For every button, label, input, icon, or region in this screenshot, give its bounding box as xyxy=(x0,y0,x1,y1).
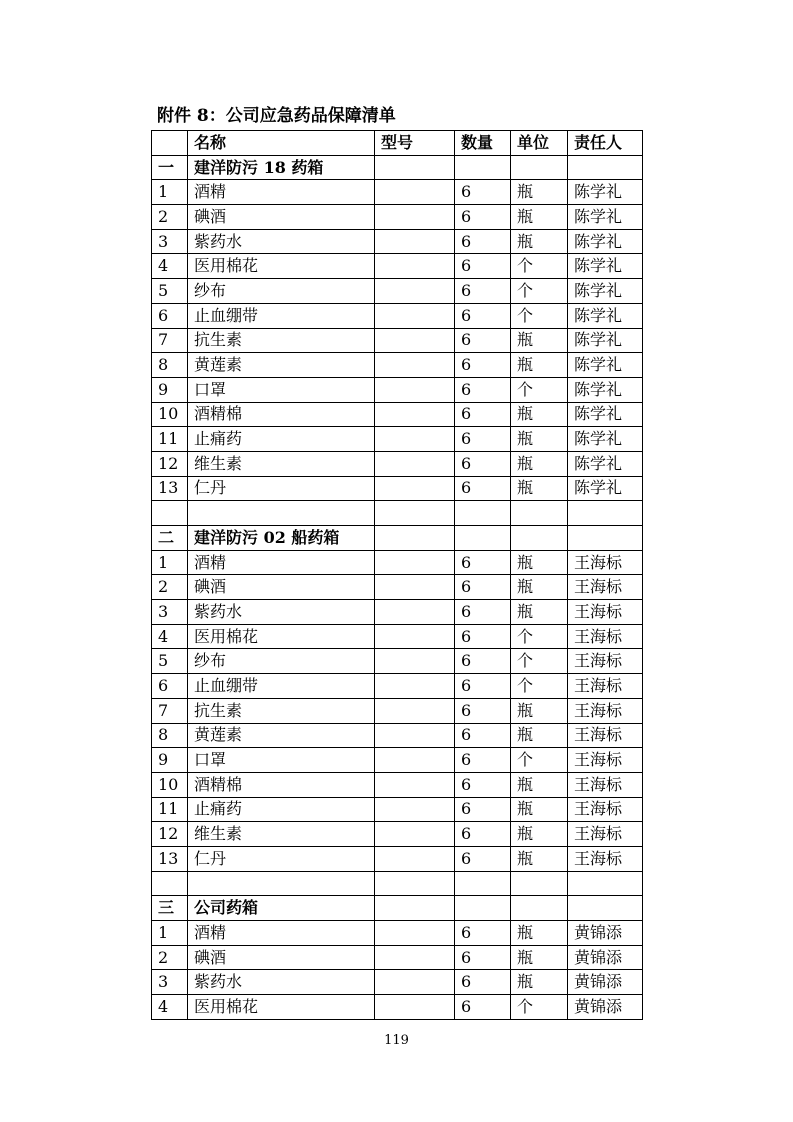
cell-model xyxy=(375,995,455,1020)
cell-owner: 陈学礼 xyxy=(568,427,643,452)
cell-quantity: 6 xyxy=(455,995,511,1020)
cell-owner xyxy=(568,155,643,180)
cell-owner: 王海标 xyxy=(568,797,643,822)
cell-quantity: 6 xyxy=(455,674,511,699)
cell-model xyxy=(375,377,455,402)
cell-name: 医用棉花 xyxy=(188,254,375,279)
cell-model xyxy=(375,698,455,723)
cell-index: 一 xyxy=(152,155,188,180)
table-row xyxy=(152,377,643,402)
cell-unit: 瓶 xyxy=(511,427,568,452)
table-row xyxy=(152,624,643,649)
cell-name: 公司药箱 xyxy=(188,896,375,921)
cell-quantity: 6 xyxy=(455,254,511,279)
cell-quantity: 6 xyxy=(455,353,511,378)
cell-owner xyxy=(568,501,643,526)
cell-model xyxy=(375,279,455,304)
cell-name xyxy=(188,871,375,896)
cell-unit: 瓶 xyxy=(511,328,568,353)
table-row xyxy=(152,575,643,600)
cell-index: 8 xyxy=(152,353,188,378)
cell-name: 止痛药 xyxy=(188,427,375,452)
document-title: 附件 8：公司应急药品保障清单 xyxy=(157,106,396,126)
cell-name: 黄莲素 xyxy=(188,353,375,378)
cell-model xyxy=(375,254,455,279)
cell-index: 7 xyxy=(152,328,188,353)
cell-model xyxy=(375,600,455,625)
cell-quantity: 6 xyxy=(455,328,511,353)
cell-quantity: 6 xyxy=(455,698,511,723)
cell-index: 2 xyxy=(152,945,188,970)
cell-owner: 陈学礼 xyxy=(568,402,643,427)
cell-unit: 瓶 xyxy=(511,772,568,797)
cell-quantity xyxy=(455,526,511,551)
cell-index: 12 xyxy=(152,451,188,476)
cell-name: 建洋防污 18 药箱 xyxy=(188,155,375,180)
cell-index: 1 xyxy=(152,180,188,205)
cell-model xyxy=(375,846,455,871)
cell-index: 5 xyxy=(152,279,188,304)
cell-name: 碘酒 xyxy=(188,945,375,970)
cell-name xyxy=(188,501,375,526)
cell-name: 口罩 xyxy=(188,748,375,773)
cell-index: 1 xyxy=(152,921,188,946)
cell-name: 建洋防污 02 船药箱 xyxy=(188,526,375,551)
cell-owner: 王海标 xyxy=(568,748,643,773)
cell-index: 4 xyxy=(152,624,188,649)
cell-name: 酒精 xyxy=(188,550,375,575)
cell-unit xyxy=(511,896,568,921)
cell-model xyxy=(375,451,455,476)
cell-name: 止血绷带 xyxy=(188,303,375,328)
cell-unit: 瓶 xyxy=(511,723,568,748)
cell-quantity: 6 xyxy=(455,279,511,304)
table-row xyxy=(152,303,643,328)
cell-model xyxy=(375,402,455,427)
header-cell-owner: 责任人 xyxy=(568,131,643,156)
cell-model xyxy=(375,970,455,995)
cell-quantity: 6 xyxy=(455,772,511,797)
cell-unit: 瓶 xyxy=(511,600,568,625)
cell-owner: 陈学礼 xyxy=(568,303,643,328)
cell-owner: 陈学礼 xyxy=(568,254,643,279)
cell-quantity: 6 xyxy=(455,402,511,427)
cell-unit: 瓶 xyxy=(511,575,568,600)
cell-unit: 瓶 xyxy=(511,945,568,970)
table-row xyxy=(152,772,643,797)
cell-unit xyxy=(511,155,568,180)
cell-quantity: 6 xyxy=(455,550,511,575)
cell-unit: 瓶 xyxy=(511,921,568,946)
cell-name: 仁丹 xyxy=(188,846,375,871)
cell-quantity: 6 xyxy=(455,921,511,946)
cell-owner xyxy=(568,896,643,921)
cell-quantity xyxy=(455,896,511,921)
cell-model xyxy=(375,748,455,773)
cell-model xyxy=(375,649,455,674)
cell-name: 紫药水 xyxy=(188,970,375,995)
table-row xyxy=(152,723,643,748)
table-row xyxy=(152,476,643,501)
cell-name: 抗生素 xyxy=(188,328,375,353)
cell-index: 8 xyxy=(152,723,188,748)
cell-quantity xyxy=(455,501,511,526)
cell-index: 二 xyxy=(152,526,188,551)
cell-name: 抗生素 xyxy=(188,698,375,723)
cell-owner: 陈学礼 xyxy=(568,328,643,353)
cell-index: 6 xyxy=(152,674,188,699)
cell-quantity: 6 xyxy=(455,649,511,674)
cell-unit: 瓶 xyxy=(511,797,568,822)
cell-unit: 瓶 xyxy=(511,846,568,871)
table-row xyxy=(152,229,643,254)
cell-quantity: 6 xyxy=(455,377,511,402)
cell-quantity: 6 xyxy=(455,575,511,600)
cell-model xyxy=(375,945,455,970)
medicine-list-table xyxy=(151,130,643,1020)
table-row xyxy=(152,254,643,279)
cell-name: 纱布 xyxy=(188,279,375,304)
cell-quantity: 6 xyxy=(455,723,511,748)
cell-name: 酒精棉 xyxy=(188,772,375,797)
cell-unit xyxy=(511,871,568,896)
cell-quantity xyxy=(455,871,511,896)
cell-owner xyxy=(568,871,643,896)
cell-index: 7 xyxy=(152,698,188,723)
cell-name: 纱布 xyxy=(188,649,375,674)
section-row xyxy=(152,155,643,180)
cell-name: 止血绷带 xyxy=(188,674,375,699)
cell-quantity: 6 xyxy=(455,624,511,649)
cell-owner: 王海标 xyxy=(568,550,643,575)
cell-owner: 陈学礼 xyxy=(568,451,643,476)
table-row xyxy=(152,279,643,304)
cell-model xyxy=(375,797,455,822)
table-row xyxy=(152,402,643,427)
cell-owner: 陈学礼 xyxy=(568,229,643,254)
cell-name: 酒精 xyxy=(188,921,375,946)
cell-model xyxy=(375,205,455,230)
cell-owner: 陈学礼 xyxy=(568,279,643,304)
cell-index: 4 xyxy=(152,254,188,279)
section-row xyxy=(152,896,643,921)
cell-unit: 个 xyxy=(511,254,568,279)
header-cell-index xyxy=(152,131,188,156)
table-row xyxy=(152,328,643,353)
cell-index xyxy=(152,871,188,896)
table-row xyxy=(152,846,643,871)
cell-quantity: 6 xyxy=(455,180,511,205)
cell-name: 紫药水 xyxy=(188,600,375,625)
cell-quantity: 6 xyxy=(455,451,511,476)
cell-model xyxy=(375,550,455,575)
page-number: 119 xyxy=(384,1033,409,1048)
cell-index: 13 xyxy=(152,476,188,501)
cell-name: 碘酒 xyxy=(188,575,375,600)
cell-owner: 王海标 xyxy=(568,600,643,625)
cell-index: 1 xyxy=(152,550,188,575)
cell-model xyxy=(375,303,455,328)
cell-model xyxy=(375,896,455,921)
table-row xyxy=(152,995,643,1020)
table-row xyxy=(152,205,643,230)
cell-index: 13 xyxy=(152,846,188,871)
cell-index: 三 xyxy=(152,896,188,921)
cell-owner: 陈学礼 xyxy=(568,377,643,402)
cell-owner: 王海标 xyxy=(568,649,643,674)
cell-owner xyxy=(568,526,643,551)
cell-name: 维生素 xyxy=(188,451,375,476)
cell-model xyxy=(375,575,455,600)
cell-owner: 陈学礼 xyxy=(568,205,643,230)
cell-model xyxy=(375,921,455,946)
cell-model xyxy=(375,353,455,378)
cell-unit: 瓶 xyxy=(511,550,568,575)
cell-model xyxy=(375,822,455,847)
cell-owner: 陈学礼 xyxy=(568,353,643,378)
cell-name: 口罩 xyxy=(188,377,375,402)
blank-row xyxy=(152,871,643,896)
cell-index: 11 xyxy=(152,427,188,452)
cell-index xyxy=(152,501,188,526)
cell-quantity: 6 xyxy=(455,229,511,254)
cell-unit: 个 xyxy=(511,303,568,328)
cell-name: 黄莲素 xyxy=(188,723,375,748)
cell-owner: 王海标 xyxy=(568,698,643,723)
cell-quantity: 6 xyxy=(455,427,511,452)
cell-owner: 黄锦添 xyxy=(568,970,643,995)
table-row xyxy=(152,822,643,847)
cell-index: 11 xyxy=(152,797,188,822)
blank-row xyxy=(152,501,643,526)
cell-owner: 王海标 xyxy=(568,674,643,699)
cell-index: 5 xyxy=(152,649,188,674)
cell-index: 10 xyxy=(152,402,188,427)
cell-index: 3 xyxy=(152,229,188,254)
cell-index: 2 xyxy=(152,575,188,600)
cell-name: 碘酒 xyxy=(188,205,375,230)
table-row xyxy=(152,451,643,476)
cell-owner: 王海标 xyxy=(568,723,643,748)
cell-unit xyxy=(511,501,568,526)
cell-model xyxy=(375,772,455,797)
cell-unit: 个 xyxy=(511,674,568,699)
cell-unit: 瓶 xyxy=(511,180,568,205)
cell-quantity: 6 xyxy=(455,797,511,822)
cell-unit: 个 xyxy=(511,649,568,674)
cell-name: 仁丹 xyxy=(188,476,375,501)
cell-model xyxy=(375,674,455,699)
table-header-row xyxy=(152,131,643,156)
cell-index: 12 xyxy=(152,822,188,847)
cell-model xyxy=(375,180,455,205)
cell-unit: 个 xyxy=(511,377,568,402)
cell-quantity: 6 xyxy=(455,945,511,970)
cell-owner: 黄锦添 xyxy=(568,945,643,970)
cell-unit: 个 xyxy=(511,995,568,1020)
table-body xyxy=(152,131,643,1020)
header-cell-quantity: 数量 xyxy=(455,131,511,156)
cell-owner: 黄锦添 xyxy=(568,995,643,1020)
cell-name: 酒精棉 xyxy=(188,402,375,427)
cell-unit: 个 xyxy=(511,624,568,649)
cell-name: 紫药水 xyxy=(188,229,375,254)
table-row xyxy=(152,550,643,575)
cell-index: 10 xyxy=(152,772,188,797)
cell-unit: 瓶 xyxy=(511,822,568,847)
cell-owner: 黄锦添 xyxy=(568,921,643,946)
cell-index: 6 xyxy=(152,303,188,328)
table-row xyxy=(152,748,643,773)
cell-name: 医用棉花 xyxy=(188,995,375,1020)
table-row xyxy=(152,945,643,970)
cell-quantity: 6 xyxy=(455,748,511,773)
cell-model xyxy=(375,229,455,254)
cell-owner: 王海标 xyxy=(568,624,643,649)
table-row xyxy=(152,674,643,699)
cell-owner: 陈学礼 xyxy=(568,180,643,205)
cell-unit: 瓶 xyxy=(511,353,568,378)
cell-owner: 王海标 xyxy=(568,772,643,797)
cell-unit: 个 xyxy=(511,748,568,773)
cell-index: 4 xyxy=(152,995,188,1020)
table-row xyxy=(152,427,643,452)
cell-model xyxy=(375,427,455,452)
cell-quantity: 6 xyxy=(455,822,511,847)
cell-model xyxy=(375,501,455,526)
cell-quantity: 6 xyxy=(455,476,511,501)
table-row xyxy=(152,797,643,822)
cell-quantity: 6 xyxy=(455,205,511,230)
cell-model xyxy=(375,526,455,551)
table-row xyxy=(152,698,643,723)
cell-model xyxy=(375,476,455,501)
cell-index: 2 xyxy=(152,205,188,230)
table-row xyxy=(152,180,643,205)
cell-quantity: 6 xyxy=(455,600,511,625)
table-row xyxy=(152,649,643,674)
cell-name: 止痛药 xyxy=(188,797,375,822)
cell-unit: 瓶 xyxy=(511,205,568,230)
cell-owner: 王海标 xyxy=(568,822,643,847)
cell-quantity xyxy=(455,155,511,180)
cell-model xyxy=(375,155,455,180)
cell-index: 3 xyxy=(152,970,188,995)
cell-unit: 个 xyxy=(511,279,568,304)
cell-owner: 王海标 xyxy=(568,575,643,600)
cell-unit: 瓶 xyxy=(511,970,568,995)
cell-unit xyxy=(511,526,568,551)
cell-model xyxy=(375,723,455,748)
cell-owner: 陈学礼 xyxy=(568,476,643,501)
header-cell-model: 型号 xyxy=(375,131,455,156)
table-row xyxy=(152,921,643,946)
header-cell-unit: 单位 xyxy=(511,131,568,156)
cell-index: 9 xyxy=(152,748,188,773)
cell-name: 医用棉花 xyxy=(188,624,375,649)
cell-name: 酒精 xyxy=(188,180,375,205)
cell-quantity: 6 xyxy=(455,970,511,995)
section-row xyxy=(152,526,643,551)
cell-name: 维生素 xyxy=(188,822,375,847)
cell-index: 9 xyxy=(152,377,188,402)
table-row xyxy=(152,353,643,378)
cell-quantity: 6 xyxy=(455,303,511,328)
table-row xyxy=(152,600,643,625)
header-cell-name: 名称 xyxy=(188,131,375,156)
cell-model xyxy=(375,328,455,353)
cell-model xyxy=(375,624,455,649)
cell-owner: 王海标 xyxy=(568,846,643,871)
cell-quantity: 6 xyxy=(455,846,511,871)
cell-unit: 瓶 xyxy=(511,476,568,501)
cell-unit: 瓶 xyxy=(511,451,568,476)
cell-model xyxy=(375,871,455,896)
table-row xyxy=(152,970,643,995)
cell-unit: 瓶 xyxy=(511,698,568,723)
cell-index: 3 xyxy=(152,600,188,625)
cell-unit: 瓶 xyxy=(511,402,568,427)
cell-unit: 瓶 xyxy=(511,229,568,254)
